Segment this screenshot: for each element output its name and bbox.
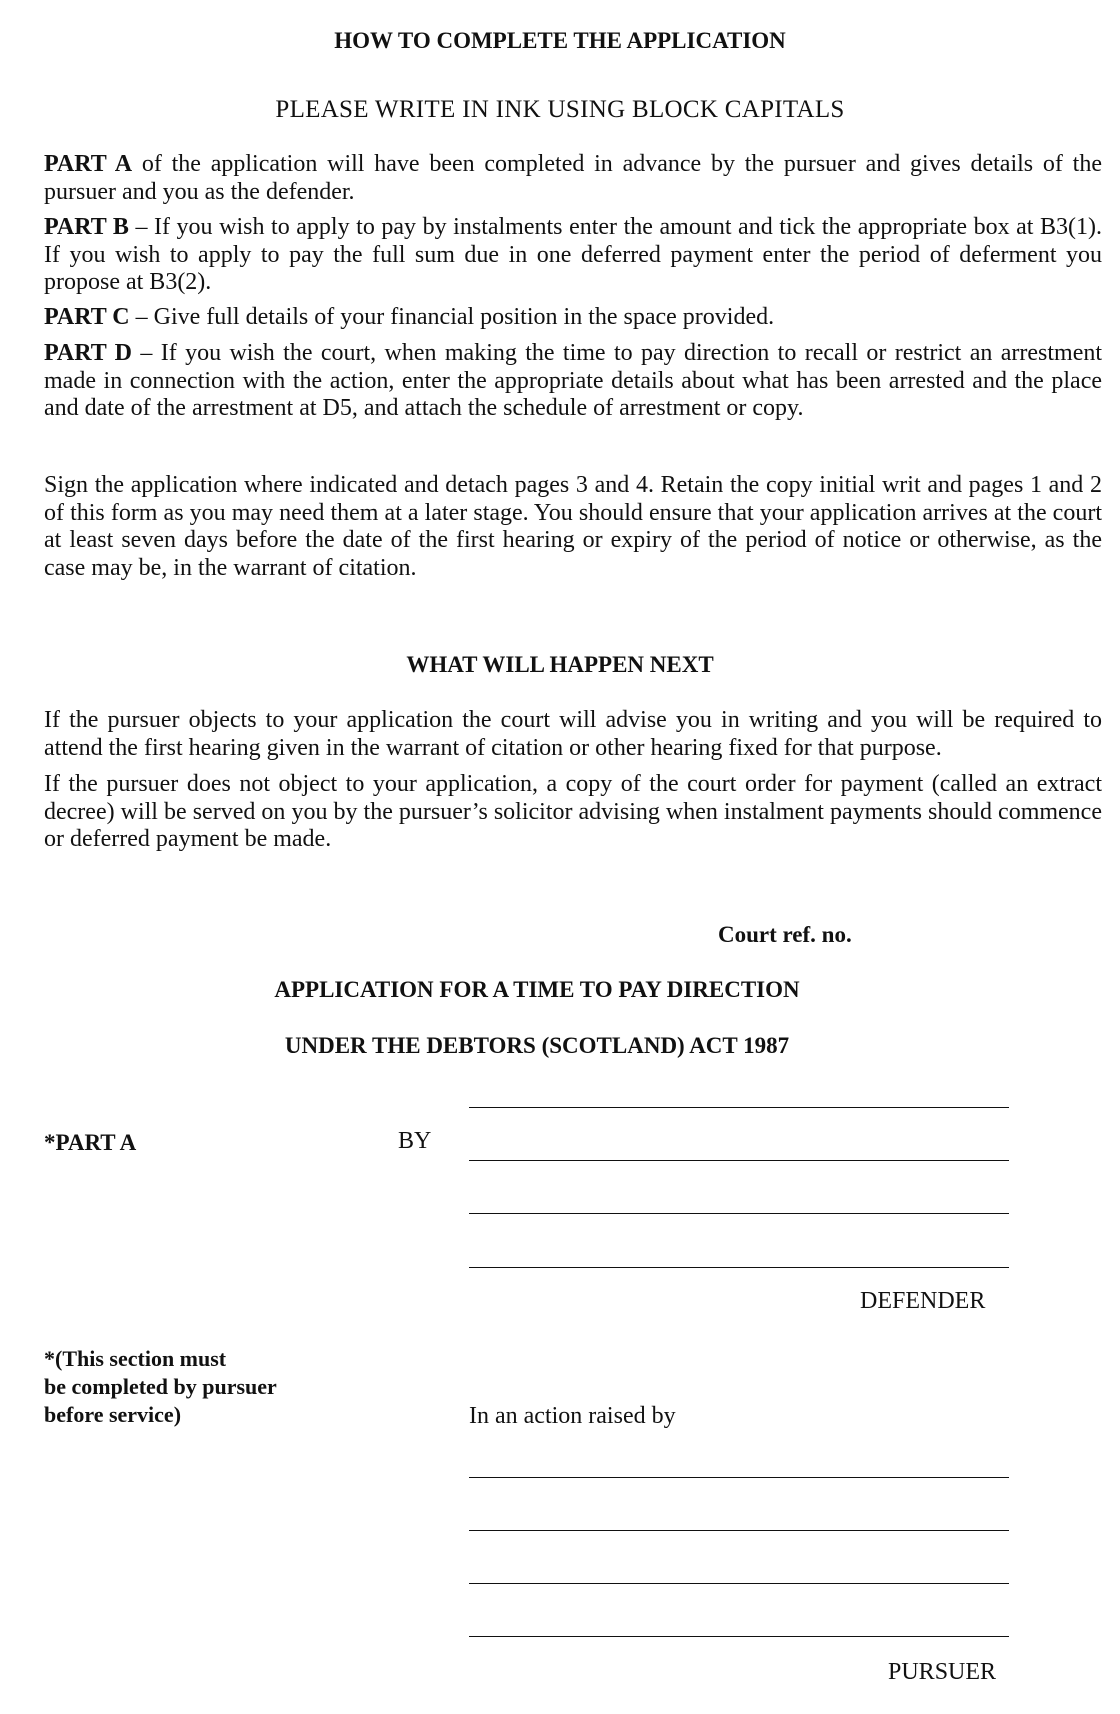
part-a-heading: *PART A: [44, 1130, 137, 1155]
sign-instruction: Sign the application where indicated and detach pages 3 and 4. Retain the copy initial writ and pages 1 and 2 of this form as you may need them at a later stage. You should ensure that your application arrives at the court at least seven days before the date of the first hearing or expiry of the period of notice or otherwise, as the case may be, in the warrant of citation.: [44, 472, 1102, 581]
defender-line-1[interactable]: [469, 1107, 1009, 1108]
application-title: [0, 977, 1120, 1003]
defender-line-2[interactable]: [469, 1160, 1009, 1161]
section-note: [44, 1345, 277, 1429]
raised-by-label: In an action raised by: [469, 1403, 676, 1429]
next-para-1: If the pursuer objects to your application the court will advise you in writing and you will be required to attend the first hearing given in the warrant of citation or other hearing fixed for that purpose.: [44, 707, 1102, 761]
defender-line-4[interactable]: [469, 1267, 1009, 1268]
part-a-instruction: [44, 151, 1102, 206]
pursuer-label: PURSUER: [888, 1659, 997, 1685]
defender-line-3[interactable]: [469, 1213, 1009, 1214]
instructions-subtitle: PLEASE WRITE IN INK USING BLOCK CAPITALS: [275, 96, 845, 123]
next-para-2: If the pursuer does not object to your application, a copy of the court order for payment (called an extract decree) will be served on you by the pursuer’s solicitor advising when instalment payments should commence or deferred payment be made.: [44, 771, 1102, 852]
part-a-label: PART A: [44, 151, 133, 177]
part-d-instruction: [44, 340, 1102, 423]
section-note-line-3: before service): [44, 1402, 182, 1427]
part-c-instruction: [44, 304, 1102, 332]
part-c-text: – Give full details of your financial position in the space provided.: [135, 304, 775, 330]
application-subtitle-text: UNDER THE DEBTORS (SCOTLAND) ACT 1987: [284, 1033, 790, 1058]
by-label: BY: [398, 1128, 432, 1154]
part-a-text: of the application will have been completed in advance by the pursuer and gives details of the pursuer and you as the defender.: [44, 151, 1102, 205]
section-note-line-2: be completed by pursuer: [44, 1374, 277, 1399]
pursuer-line-3[interactable]: [469, 1583, 1009, 1584]
pursuer-line-2[interactable]: [469, 1530, 1009, 1531]
defender-label: DEFENDER: [860, 1288, 986, 1314]
application-title-text: APPLICATION FOR A TIME TO PAY DIRECTION: [274, 977, 800, 1002]
section-note-line-1: *(This section must: [44, 1346, 227, 1371]
part-d-label: PART D: [44, 340, 132, 366]
application-subtitle: [0, 1033, 1120, 1059]
part-b-text: – If you wish to apply to pay by instalments enter the amount and tick the appropriate box at B3(1). If you wish to apply to pay the full sum due in one deferred payment enter the period of deferment you propose at B3(2).: [44, 214, 1103, 295]
instructions-title: HOW TO COMPLETE THE APPLICATION: [334, 28, 786, 53]
pursuer-line-1[interactable]: [469, 1477, 1009, 1478]
part-b-label: PART B: [44, 214, 129, 240]
court-ref-label: Court ref. no.: [718, 922, 852, 947]
part-c-label: PART C: [44, 304, 130, 330]
next-title: WHAT WILL HAPPEN NEXT: [406, 652, 714, 677]
part-b-instruction: [44, 214, 1102, 297]
part-d-text: – If you wish the court, when making the time to pay direction to recall or restrict an arrestment made in connection with the action, enter the appropriate details about what has been arrested and the place and date of the arrestment at D5, and attach the schedule of arrestment or copy.: [44, 340, 1103, 421]
pursuer-line-4[interactable]: [469, 1636, 1009, 1637]
